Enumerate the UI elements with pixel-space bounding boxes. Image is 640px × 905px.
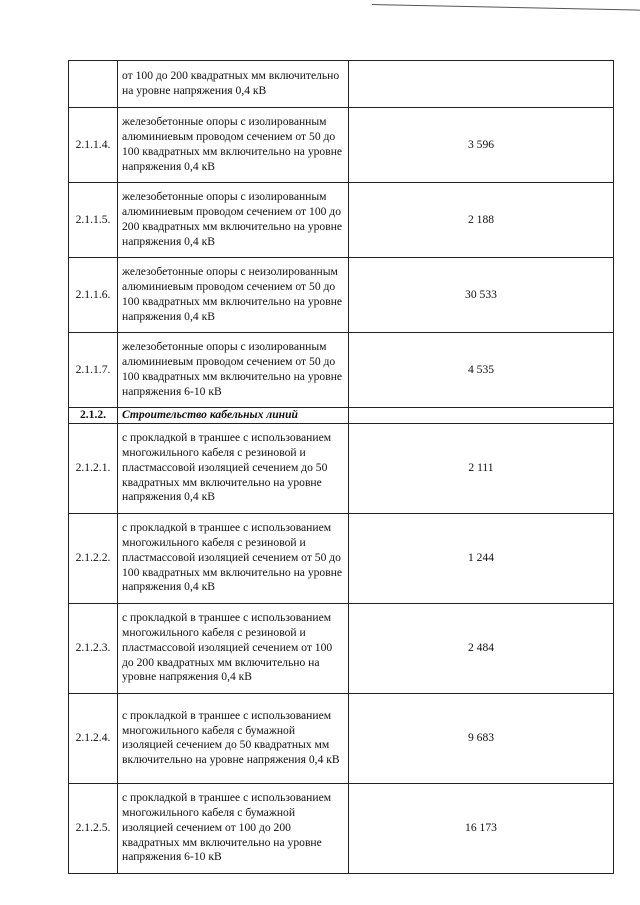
table-row (69, 513, 614, 603)
table-row (69, 61, 614, 108)
row-description: железобетонные опоры с изолированным алюминиевым проводом сечением от 50 до 100 квадратных мм включительно на уровне напряжения 6-10 кВ (118, 333, 349, 408)
row-number: 2.1.2.1. (69, 423, 118, 513)
section-title: Строительство кабельных линий (118, 408, 349, 424)
row-number: 2.1.1.6. (69, 258, 118, 333)
section-number: 2.1.2. (69, 408, 118, 424)
row-value (349, 61, 614, 108)
row-value: 16 173 (349, 783, 614, 873)
table-row (69, 258, 614, 333)
row-description: железобетонные опоры с изолированным алюминиевым проводом сечением от 100 до 200 квадратных мм включительно на уровне напряжения 0,4 кВ (118, 183, 349, 258)
row-description: от 100 до 200 квадратных мм включительно на уровне напряжения 0,4 кВ (118, 61, 349, 108)
row-value: 2 111 (349, 423, 614, 513)
table-row (69, 783, 614, 873)
table-row (69, 603, 614, 693)
row-value: 9 683 (349, 693, 614, 783)
scan-artifact-line (372, 4, 640, 11)
row-number: 2.1.1.7. (69, 333, 118, 408)
row-value (349, 408, 614, 424)
row-number: 2.1.2.5. (69, 783, 118, 873)
row-description: с прокладкой в траншее с использованием многожильного кабеля с бумажной изоляцией сечением до 50 квадратных мм включительно на уровне напряжения 0,4 кВ (118, 693, 349, 783)
row-number: 2.1.1.5. (69, 183, 118, 258)
row-number: 2.1.2.2. (69, 513, 118, 603)
row-description: железобетонные опоры с неизолированным алюминиевым проводом сечением от 50 до 100 квадратных мм включительно на уровне напряжения 0,4 кВ (118, 258, 349, 333)
table-row (69, 183, 614, 258)
table-row (69, 108, 614, 183)
row-number: 2.1.2.3. (69, 603, 118, 693)
row-description: с прокладкой в траншее с использованием многожильного кабеля с резиновой и пластмассовой изоляцией сечением от 100 до 200 квадратных мм включительно на уровне напряжения 0,4 кВ (118, 603, 349, 693)
row-description: железобетонные опоры с изолированным алюминиевым проводом сечением от 50 до 100 квадратных мм включительно на уровне напряжения 0,4 кВ (118, 108, 349, 183)
table-row (69, 333, 614, 408)
row-value: 2 484 (349, 603, 614, 693)
row-description: с прокладкой в траншее с использованием многожильного кабеля с бумажной изоляцией сечением от 100 до 200 квадратных мм включительно на уровне напряжения 6-10 кВ (118, 783, 349, 873)
row-description: с прокладкой в траншее с использованием многожильного кабеля с резиновой и пластмассовой изоляцией сечением до 50 квадратных мм включительно на уровне напряжения 0,4 кВ (118, 423, 349, 513)
row-value: 2 188 (349, 183, 614, 258)
row-value: 4 535 (349, 333, 614, 408)
row-number: 2.1.2.4. (69, 693, 118, 783)
row-number (69, 61, 118, 108)
row-value: 1 244 (349, 513, 614, 603)
row-value: 3 596 (349, 108, 614, 183)
row-description: с прокладкой в траншее с использованием многожильного кабеля с резиновой и пластмассовой изоляцией сечением от 50 до 100 квадратных мм включительно на уровне напряжения 0,4 кВ (118, 513, 349, 603)
row-number: 2.1.1.4. (69, 108, 118, 183)
section-header-row (69, 408, 614, 424)
tariff-table (68, 60, 614, 874)
table-row (69, 423, 614, 513)
table-row (69, 693, 614, 783)
row-value: 30 533 (349, 258, 614, 333)
